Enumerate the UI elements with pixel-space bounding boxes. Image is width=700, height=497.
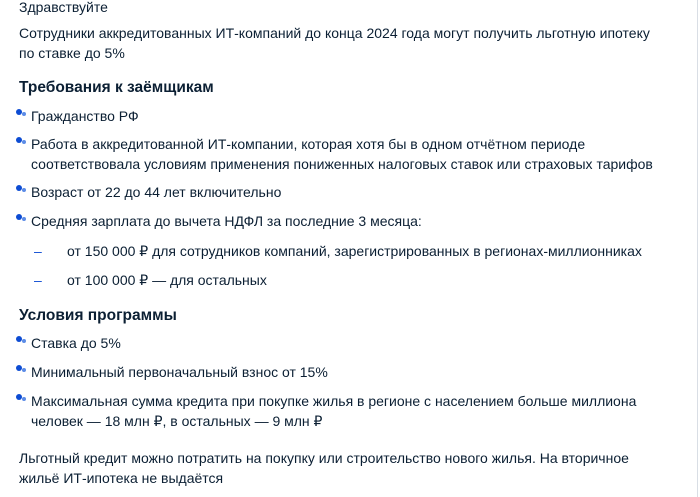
bullet-icon — [16, 392, 26, 400]
bullet-icon — [16, 212, 26, 220]
list-item — [31, 333, 661, 353]
list-item — [31, 362, 661, 382]
list-item-text: Максимальная сумма кредита при покупке жилья в регионе с населением больше миллиона человек — 18 млн ₽, в остальных — 9 млн ₽ — [31, 393, 637, 429]
list-item-text: Средняя зарплата до вычета НДФЛ за последние 3 месяца: — [31, 213, 422, 229]
bullet-icon — [16, 363, 26, 371]
bullet-icon — [16, 183, 26, 191]
dash-icon: – — [34, 272, 42, 288]
dash-icon: – — [34, 243, 42, 259]
sub-list-item — [34, 270, 667, 290]
requirements-heading: Требования к заёмщикам — [19, 79, 214, 96]
bullet-icon — [16, 107, 26, 115]
sub-list-item-text: от 100 000 ₽ — для остальных — [67, 272, 267, 288]
bullet-icon — [16, 334, 26, 342]
bullet-icon — [16, 135, 26, 143]
list-item — [31, 106, 661, 126]
sub-list-item — [34, 241, 667, 261]
conditions-heading: Условия программы — [19, 307, 177, 324]
greeting-text: Здравствуйте — [19, 0, 108, 15]
list-item-text: Возраст от 22 до 44 лет включительно — [31, 184, 282, 200]
intro-paragraph: Сотрудники аккредитованных ИТ-компаний до конца 2024 года могут получить льготную ипотеку по ставке до 5% — [19, 25, 650, 61]
divider — [697, 0, 698, 497]
list-item — [31, 182, 661, 202]
list-item — [31, 134, 661, 174]
sub-list-item-text: от 150 000 ₽ для сотрудников компаний, зарегистрированных в регионах-миллионниках — [67, 243, 642, 259]
list-item-text: Работа в аккредитованной ИТ-компании, которая хотя бы в одном отчётном периоде соответствовала условиям применения пониженных налоговых ставок или страховых тарифов — [31, 136, 653, 172]
list-item-text: Ставка до 5% — [31, 335, 121, 351]
list-item-text: Гражданство РФ — [31, 108, 139, 124]
list-item — [31, 211, 661, 231]
footer-paragraph: Льготный кредит можно потратить на покупку или строительство нового жилья. На вторичное жильё ИТ-ипотека не выдаётся — [19, 450, 629, 486]
list-item — [31, 391, 661, 431]
list-item-text: Минимальный первоначальный взнос от 15% — [31, 364, 328, 380]
